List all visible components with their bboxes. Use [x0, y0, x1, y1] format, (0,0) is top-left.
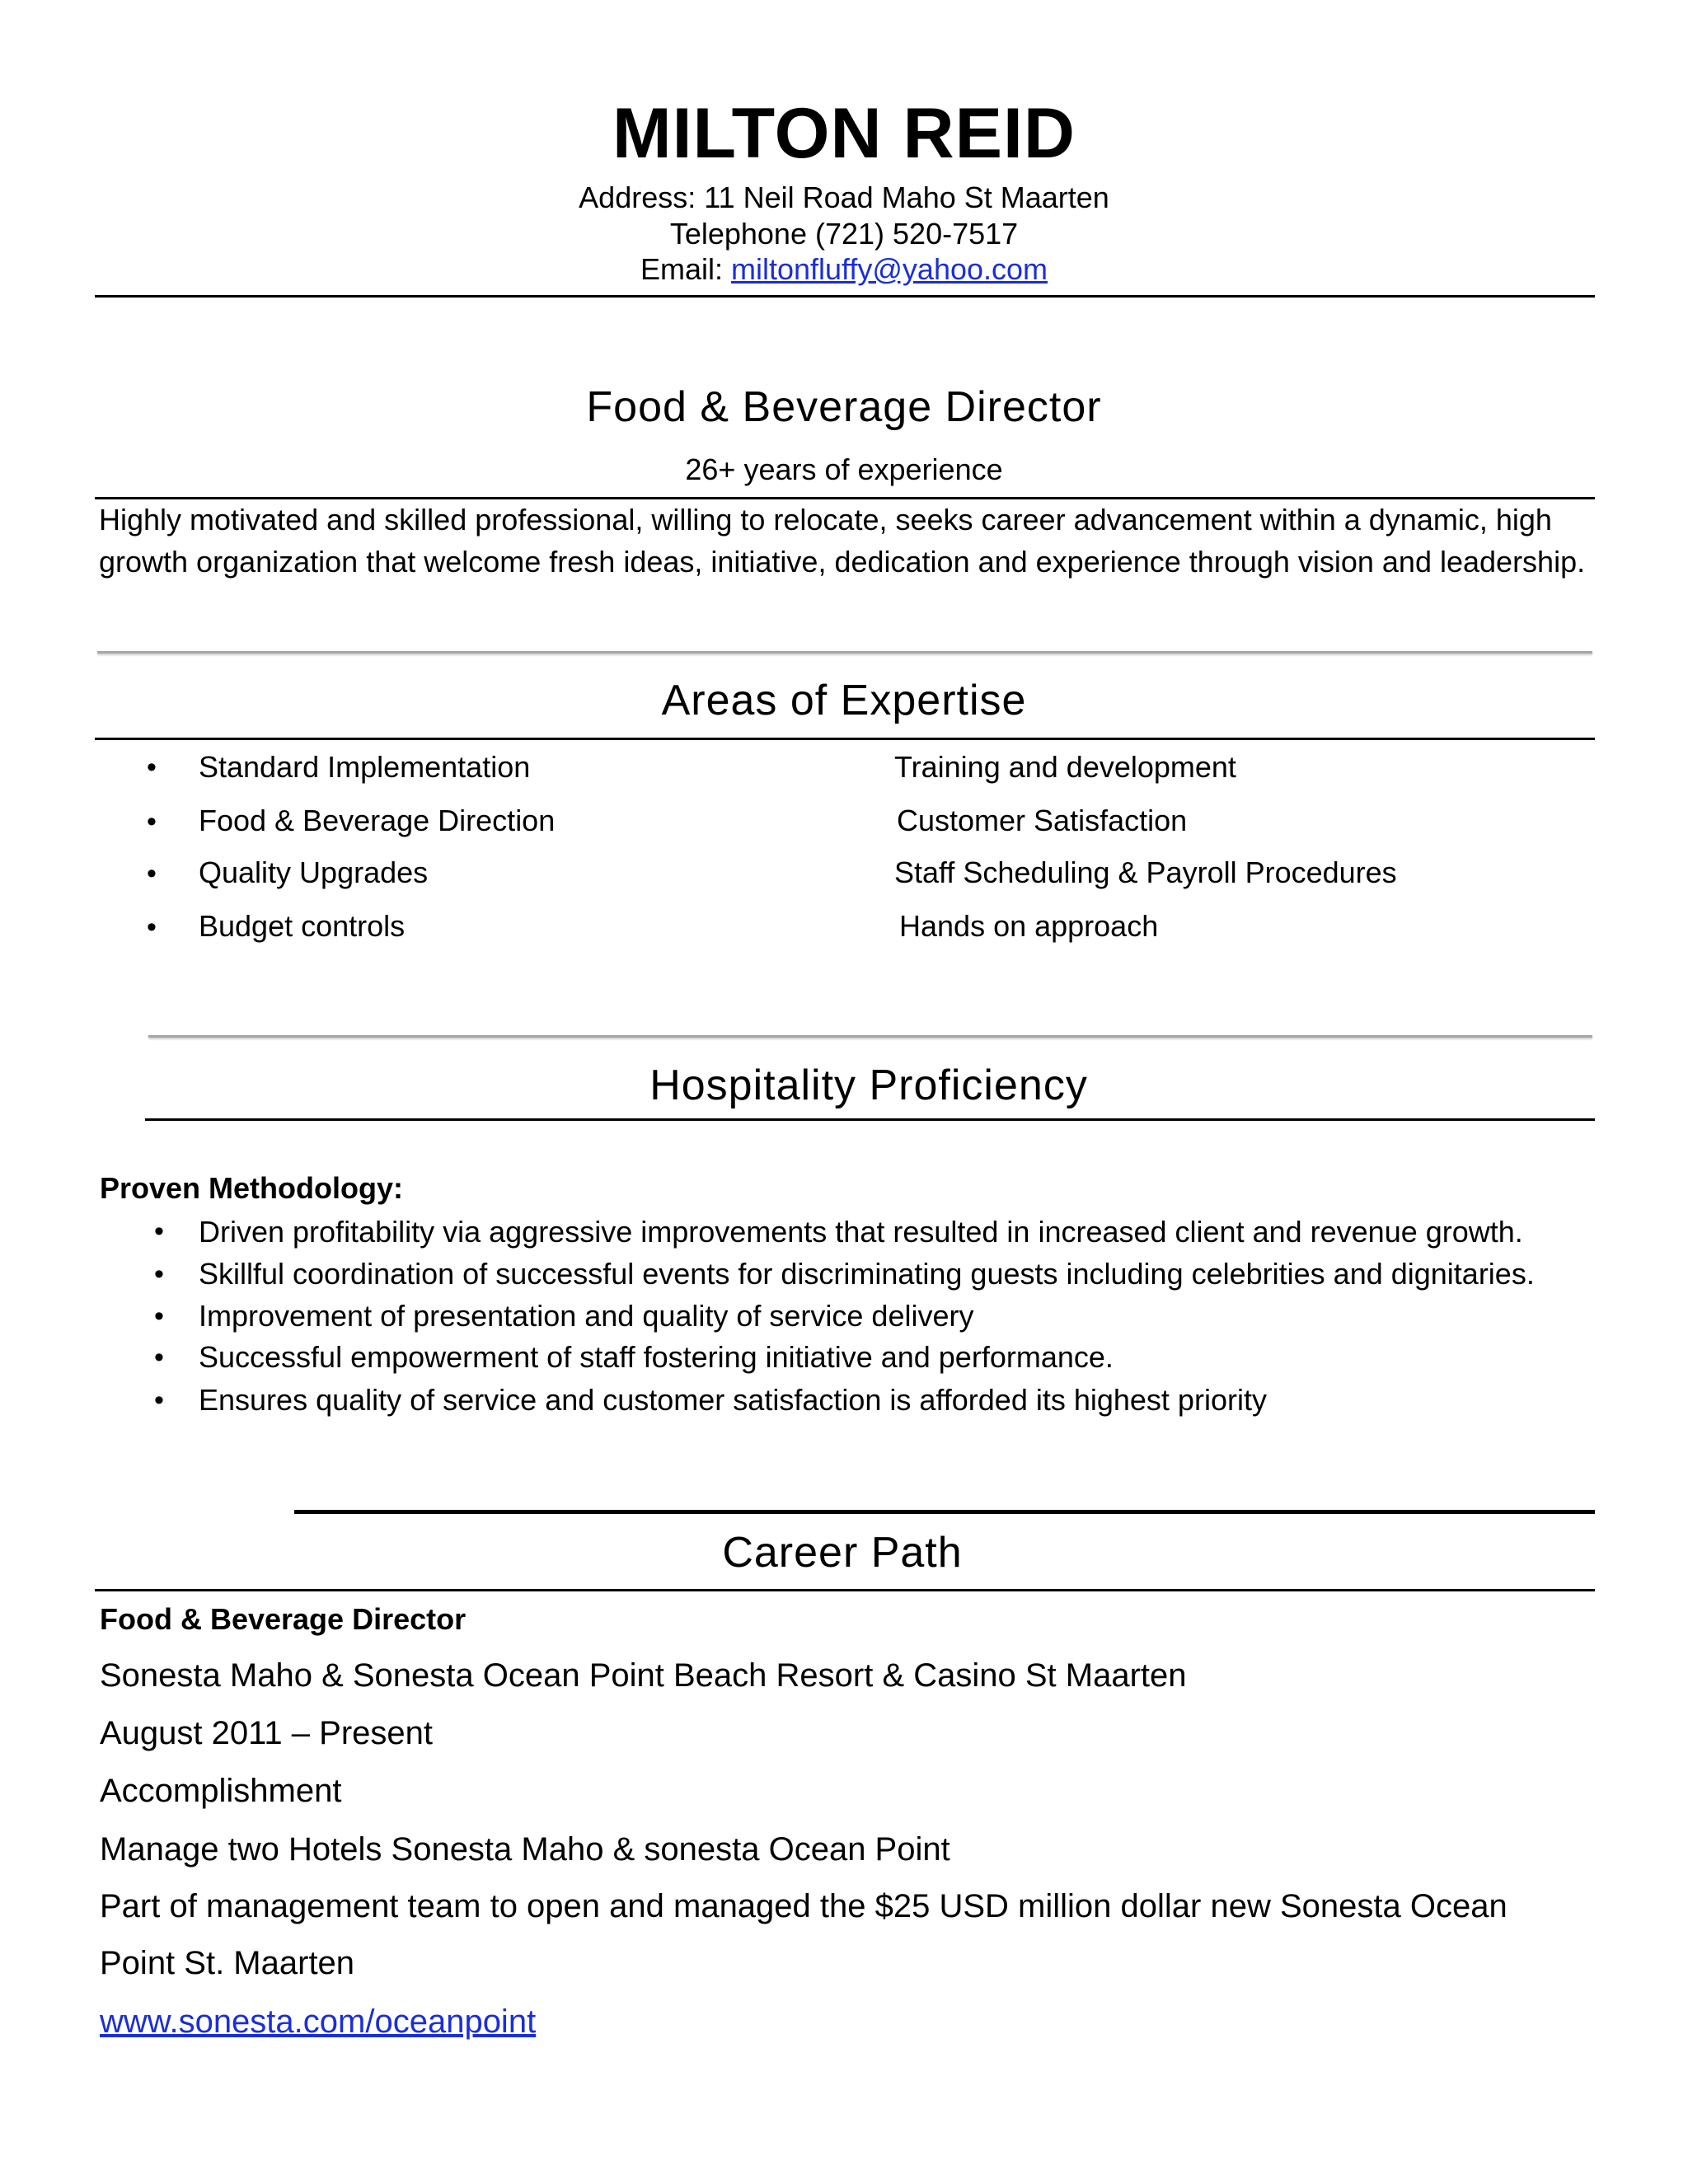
website-link[interactable]: www.sonesta.com/oceanpoint [100, 2004, 537, 2040]
employer-line: Sonesta Maho & Sonesta Ocean Point Beach Resort & Casino St Maarten [100, 1657, 1187, 1694]
expertise-item: Training and development [894, 750, 1236, 784]
employment-dates: August 2011 – Present [100, 1715, 433, 1751]
methodology-subtitle: Proven Methodology: [100, 1171, 403, 1205]
expertise-item: Staff Scheduling & Payroll Procedures [894, 855, 1397, 889]
proficiency-item: Successful empowerment of staff fostering initiative and performance. [199, 1340, 1114, 1374]
bullet-dot: • [147, 858, 157, 889]
career-divider [95, 1589, 1595, 1591]
telephone-line: Telephone (721) 520-7517 [669, 217, 1019, 251]
proficiency-divider [145, 1118, 1595, 1121]
accomplishment-label: Accomplishment [100, 1773, 342, 1809]
job-title: Food & Beverage Director [100, 1602, 467, 1636]
expertise-divider [95, 738, 1595, 740]
proficiency-title: Hospitality Proficiency [649, 1062, 1088, 1109]
bullet-dot: • [154, 1385, 164, 1416]
proficiency-item: Skillful coordination of successful events for discriminating guests including celebrities and dignitaries. [199, 1257, 1535, 1291]
accomplishment-line: Point St. Maarten [100, 1945, 355, 1981]
expertise-title: Areas of Expertise [661, 677, 1027, 724]
career-title: Career Path [722, 1529, 963, 1577]
career-top-divider [294, 1510, 1595, 1514]
proficiency-item: Driven profitability via aggressive improvements that resulted in increased client and revenue growth. [199, 1215, 1523, 1249]
accomplishment-line: Part of management team to open and managed the $25 USD million dollar new Sonesta Ocean [100, 1888, 1507, 1924]
bullet-dot: • [154, 1342, 164, 1373]
proficiency-item: Ensures quality of service and customer satisfaction is afforded its highest priority [199, 1383, 1267, 1417]
profile-title: Food & Beverage Director [586, 383, 1102, 431]
expertise-item: Hands on approach [899, 909, 1159, 943]
bullet-dot: • [147, 912, 157, 943]
candidate-name: MILTON REID [612, 94, 1076, 173]
email-link[interactable]: miltonfluffy@yahoo.com [730, 252, 1048, 286]
expertise-item: Standard Implementation [199, 750, 531, 784]
bullet-dot: • [154, 1258, 164, 1290]
accomplishment-line: Manage two Hotels Sonesta Maho & sonesta Ocean Point [100, 1831, 950, 1868]
bullet-dot: • [154, 1216, 164, 1247]
bullet-dot: • [147, 806, 157, 837]
bullet-dot: • [154, 1301, 164, 1332]
expertise-item: Budget controls [199, 909, 406, 943]
address-line: Address: 11 Neil Road Maho St Maarten [579, 180, 1109, 214]
expertise-item: Food & Beverage Direction [199, 804, 556, 837]
email-line [0, 251, 1688, 288]
expertise-bottom-divider [148, 1035, 1592, 1038]
bullet-dot: • [147, 752, 157, 783]
experience-line: 26+ years of experience [685, 452, 1003, 486]
expertise-item: Quality Upgrades [199, 855, 429, 889]
expertise-item: Customer Satisfaction [897, 804, 1188, 837]
email-label: Email: [640, 252, 731, 286]
summary-paragraph: Highly motivated and skilled professional, willing to relocate, seeks career advancement within a dynamic, high growth organization that welcome fresh ideas, initiative, dedication and experience through vision and leadership. [99, 503, 1586, 579]
proficiency-item: Improvement of presentation and quality of service delivery [199, 1299, 974, 1333]
header-divider [95, 295, 1595, 298]
summary-divider [97, 651, 1592, 654]
